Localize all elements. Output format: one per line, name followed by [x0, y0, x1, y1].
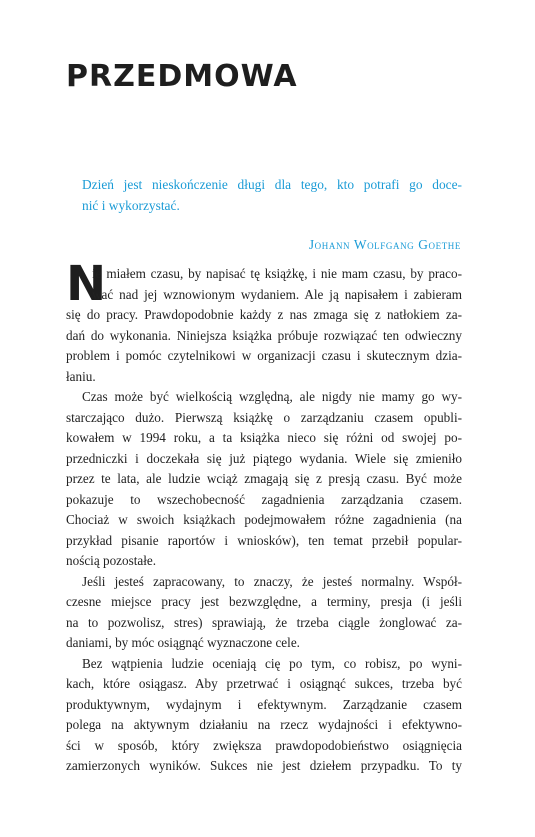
body-line: łaniu. — [66, 368, 96, 384]
epigraph-author: Johann Wolfgang Goethe — [308, 237, 461, 252]
body-line: daniami, by móc osiągnąć wyznaczone cele. — [66, 635, 300, 650]
body-line: nością pozostałe. — [66, 553, 157, 568]
body-line: Bez wątpienia ludzie oceniają cię po tym, co robisz, po wyni- — [82, 655, 462, 671]
body-line: przedniczki i doczekała się już piątego wydania. Wiele się zmieniło — [66, 450, 462, 466]
body-line: się do pracy. Prawdopodobnie każdy z nas zmaga się z natłokiem za- — [66, 307, 462, 322]
body-line: przykład pisanie raportów i wniosków), ten temat przebił popular- — [66, 532, 462, 548]
drop-cap: N — [66, 256, 107, 312]
body-line: produktywnym, wydajnym i efektywnym. Zarządzanie czasem — [66, 696, 462, 712]
body-line: na to pozwolisz, stres) sprawiają, że trzeba ciągle żonglować za- — [66, 614, 462, 630]
body-line: czesne miejsce pracy jest bezwzględne, a terminy, presja (i jeśli — [66, 594, 462, 609]
epigraph-line: Dzień jest nieskończenie długi dla tego, kto potrafi go doce- — [82, 177, 462, 192]
body-line: Chociaż w swoich książkach podejmowałem różne zagadnienia (na — [66, 512, 462, 527]
body-line: ści w sposób, który zwiększa prawdopodobieństwo osiągnięcia — [66, 737, 462, 753]
body-line: polega na aktywnym działaniu na rzecz wydajności i efektywno- — [66, 717, 462, 732]
body-line: wać nad jej wznowionym wydaniem. Ale ją napisałem i zabieram — [92, 286, 462, 302]
body-line: dań do wykonania. Niniejsza książka próbuje rozwiązać ten odwieczny — [66, 327, 462, 343]
body-line: ie miałem czasu, by napisać tę książkę, i nie mam czasu, by praco- — [92, 266, 462, 281]
epigraph-quote — [82, 175, 462, 216]
epigraph-line: nić i wykorzystać. — [82, 197, 180, 213]
body-line: starczająco dużo. Pierwszą książkę o zarządzaniu czasem opubli- — [66, 409, 462, 425]
body-line: przez te lata, ale ludzie wciąż zmagają się z presją czasu. Być może — [66, 471, 462, 486]
body-line: kowałem w 1994 roku, a ta książka nieco się różni od swojej po- — [66, 430, 462, 445]
body-line: kach, które osiągasz. Aby przetrwać i osiągnąć sukces, trzeba być — [66, 676, 462, 691]
body-line: zamierzonych wyników. Sukces nie jest dziełem przypadku. To ty — [66, 758, 462, 773]
chapter-title: PRZEDMOWA — [66, 59, 298, 94]
body-line: Jeśli jesteś zapracowany, to znaczy, że jesteś normalny. Współ- — [82, 573, 462, 589]
body-line: pokazuje to wszechobecność zagadnienia zarządzania czasem. — [66, 491, 462, 507]
body-line: Czas może być wielkością względną, ale nigdy nie mamy go wy- — [82, 389, 462, 404]
body-text — [66, 256, 462, 777]
body-line: problem i pomóc czytelnikowi w organizacji czasu i skutecznym dzia- — [66, 348, 462, 363]
